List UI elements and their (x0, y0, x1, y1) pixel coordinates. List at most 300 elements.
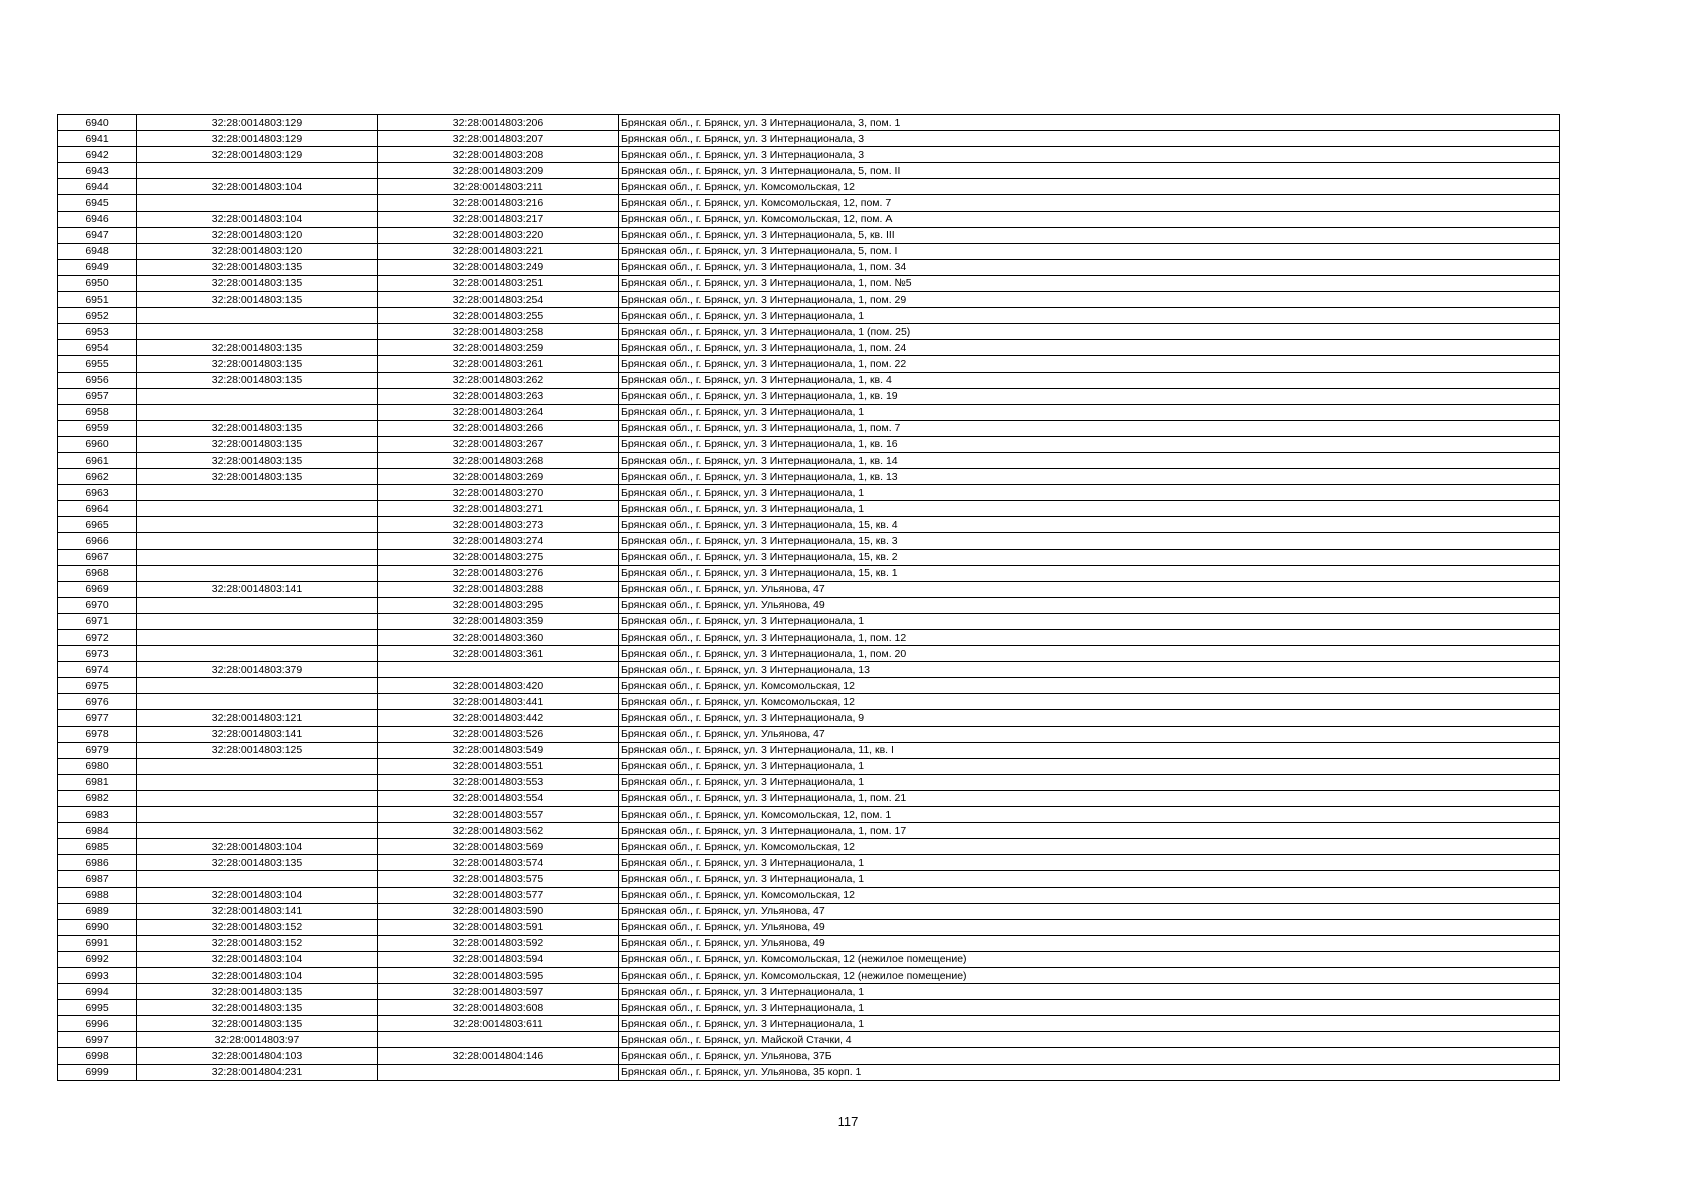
address-cell: Брянская обл., г. Брянск, ул. 3 Интернационала, 15, кв. 2 (619, 549, 1560, 565)
cadastral-number-cell: 32:28:0014803:551 (378, 758, 619, 774)
row-number-cell: 6994 (58, 984, 137, 1000)
parent-cadastral-cell: 32:28:0014803:121 (137, 710, 378, 726)
address-cell: Брянская обл., г. Брянск, ул. 3 Интернационала, 1, кв. 16 (619, 436, 1560, 452)
address-cell: Брянская обл., г. Брянск, ул. 3 Интернационала, 1 (619, 404, 1560, 420)
cadastral-number-cell: 32:28:0014803:271 (378, 501, 619, 517)
address-cell: Брянская обл., г. Брянск, ул. Ульянова, 49 (619, 597, 1560, 613)
table-row (58, 710, 1560, 726)
cadastral-number-cell: 32:28:0014803:207 (378, 131, 619, 147)
parent-cadastral-cell: 32:28:0014803:135 (137, 469, 378, 485)
address-cell: Брянская обл., г. Брянск, ул. 3 Интернационала, 1 (619, 1016, 1560, 1032)
table-row (58, 919, 1560, 935)
cadastral-number-cell: 32:28:0014803:441 (378, 694, 619, 710)
table-row (58, 951, 1560, 967)
table-row (58, 823, 1560, 839)
address-cell: Брянская обл., г. Брянск, ул. 3 Интернационала, 1 (619, 855, 1560, 871)
table-row (58, 163, 1560, 179)
table-row (58, 855, 1560, 871)
address-cell: Брянская обл., г. Брянск, ул. 3 Интернационала, 1, пом. 20 (619, 646, 1560, 662)
row-number-cell: 6989 (58, 903, 137, 919)
table-row (58, 469, 1560, 485)
row-number-cell: 6988 (58, 887, 137, 903)
table-row (58, 388, 1560, 404)
table-row (58, 839, 1560, 855)
table-row (58, 195, 1560, 211)
parent-cadastral-cell (137, 533, 378, 549)
row-number-cell: 6983 (58, 807, 137, 823)
row-number-cell: 6964 (58, 501, 137, 517)
cadastral-number-cell: 32:28:0014803:592 (378, 935, 619, 951)
table-row (58, 565, 1560, 581)
table-row (58, 726, 1560, 742)
cadastral-number-cell: 32:28:0014803:611 (378, 1016, 619, 1032)
cadastral-number-cell: 32:28:0014803:261 (378, 356, 619, 372)
table-row (58, 1016, 1560, 1032)
table-row (58, 678, 1560, 694)
table-row (58, 147, 1560, 163)
parent-cadastral-cell: 32:28:0014803:135 (137, 275, 378, 291)
row-number-cell: 6942 (58, 147, 137, 163)
address-cell: Брянская обл., г. Брянск, ул. 3 Интернационала, 15, кв. 1 (619, 565, 1560, 581)
address-cell: Брянская обл., г. Брянск, ул. 3 Интернационала, 1, пом. 7 (619, 420, 1560, 436)
row-number-cell: 6959 (58, 420, 137, 436)
parent-cadastral-cell: 32:28:0014803:120 (137, 243, 378, 259)
parent-cadastral-cell (137, 388, 378, 404)
table-row (58, 549, 1560, 565)
address-cell: Брянская обл., г. Брянск, ул. 3 Интернационала, 9 (619, 710, 1560, 726)
parent-cadastral-cell (137, 549, 378, 565)
parent-cadastral-cell: 32:28:0014803:104 (137, 179, 378, 195)
row-number-cell: 6993 (58, 967, 137, 983)
row-number-cell: 6968 (58, 565, 137, 581)
parent-cadastral-cell (137, 308, 378, 324)
table-row (58, 404, 1560, 420)
parent-cadastral-cell (137, 694, 378, 710)
table-row (58, 243, 1560, 259)
table-row (58, 871, 1560, 887)
address-cell: Брянская обл., г. Брянск, ул. Майской Стачки, 4 (619, 1032, 1560, 1048)
cadastral-number-cell: 32:28:0014803:597 (378, 984, 619, 1000)
cadastral-number-cell: 32:28:0014803:275 (378, 549, 619, 565)
cadastral-number-cell (378, 1032, 619, 1048)
parent-cadastral-cell (137, 485, 378, 501)
table-row (58, 501, 1560, 517)
row-number-cell: 6945 (58, 195, 137, 211)
address-cell: Брянская обл., г. Брянск, ул. 3 Интернационала, 5, пом. I (619, 243, 1560, 259)
row-number-cell: 6967 (58, 549, 137, 565)
page-number: 117 (837, 1114, 859, 1129)
cadastral-number-cell: 32:28:0014803:262 (378, 372, 619, 388)
cadastral-number-cell: 32:28:0014803:359 (378, 613, 619, 629)
row-number-cell: 6955 (58, 356, 137, 372)
row-number-cell: 6997 (58, 1032, 137, 1048)
address-cell: Брянская обл., г. Брянск, ул. Ульянова, 49 (619, 935, 1560, 951)
cadastral-number-cell: 32:28:0014803:263 (378, 388, 619, 404)
row-number-cell: 6998 (58, 1048, 137, 1064)
parent-cadastral-cell (137, 646, 378, 662)
address-cell: Брянская обл., г. Брянск, ул. Ульянова, 37Б (619, 1048, 1560, 1064)
table-row (58, 967, 1560, 983)
parent-cadastral-cell (137, 404, 378, 420)
cadastral-number-cell: 32:28:0014803:208 (378, 147, 619, 163)
table-row (58, 372, 1560, 388)
row-number-cell: 6999 (58, 1064, 137, 1080)
cadastral-number-cell: 32:28:0014803:569 (378, 839, 619, 855)
cadastral-number-cell: 32:28:0014803:220 (378, 227, 619, 243)
parent-cadastral-cell: 32:28:0014803:97 (137, 1032, 378, 1048)
address-cell: Брянская обл., г. Брянск, ул. 3 Интернационала, 1, кв. 19 (619, 388, 1560, 404)
address-cell: Брянская обл., г. Брянск, ул. 3 Интернационала, 1 (пом. 25) (619, 324, 1560, 340)
table-row (58, 179, 1560, 195)
parent-cadastral-cell: 32:28:0014803:135 (137, 292, 378, 308)
row-number-cell: 6948 (58, 243, 137, 259)
address-cell: Брянская обл., г. Брянск, ул. 3 Интернационала, 1 (619, 613, 1560, 629)
row-number-cell: 6985 (58, 839, 137, 855)
address-cell: Брянская обл., г. Брянск, ул. 3 Интернационала, 1 (619, 758, 1560, 774)
parent-cadastral-cell (137, 678, 378, 694)
parent-cadastral-cell: 32:28:0014803:135 (137, 855, 378, 871)
row-number-cell: 6978 (58, 726, 137, 742)
cadastral-number-cell: 32:28:0014803:206 (378, 115, 619, 131)
row-number-cell: 6976 (58, 694, 137, 710)
address-cell: Брянская обл., г. Брянск, ул. Ульянова, 47 (619, 903, 1560, 919)
parent-cadastral-cell (137, 630, 378, 646)
cadastral-number-cell: 32:28:0014803:577 (378, 887, 619, 903)
table-row (58, 292, 1560, 308)
cadastral-number-cell: 32:28:0014803:594 (378, 951, 619, 967)
table-row (58, 324, 1560, 340)
row-number-cell: 6951 (58, 292, 137, 308)
row-number-cell: 6972 (58, 630, 137, 646)
cadastral-number-cell: 32:28:0014803:267 (378, 436, 619, 452)
cadastral-number-cell: 32:28:0014803:270 (378, 485, 619, 501)
parent-cadastral-cell (137, 565, 378, 581)
row-number-cell: 6946 (58, 211, 137, 227)
parent-cadastral-cell: 32:28:0014803:120 (137, 227, 378, 243)
address-cell: Брянская обл., г. Брянск, ул. Комсомольская, 12 (619, 694, 1560, 710)
parent-cadastral-cell: 32:28:0014803:104 (137, 211, 378, 227)
parent-cadastral-cell: 32:28:0014803:129 (137, 147, 378, 163)
cadastral-number-cell: 32:28:0014803:266 (378, 420, 619, 436)
table-row (58, 935, 1560, 951)
row-number-cell: 6992 (58, 951, 137, 967)
row-number-cell: 6984 (58, 823, 137, 839)
address-cell: Брянская обл., г. Брянск, ул. 3 Интернационала, 1, пом. 29 (619, 292, 1560, 308)
address-cell: Брянская обл., г. Брянск, ул. Комсомольская, 12 (нежилое помещение) (619, 951, 1560, 967)
row-number-cell: 6963 (58, 485, 137, 501)
cadastral-number-cell: 32:28:0014803:211 (378, 179, 619, 195)
address-cell: Брянская обл., г. Брянск, ул. Комсомольская, 12, пом. 7 (619, 195, 1560, 211)
cadastral-number-cell: 32:28:0014803:251 (378, 275, 619, 291)
address-cell: Брянская обл., г. Брянск, ул. 3 Интернационала, 1 (619, 308, 1560, 324)
parent-cadastral-cell: 32:28:0014803:104 (137, 839, 378, 855)
row-number-cell: 6991 (58, 935, 137, 951)
cadastral-number-cell: 32:28:0014803:442 (378, 710, 619, 726)
records-table (57, 114, 1560, 1081)
table-row (58, 613, 1560, 629)
cadastral-number-cell: 32:28:0014803:269 (378, 469, 619, 485)
cadastral-number-cell: 32:28:0014803:274 (378, 533, 619, 549)
address-cell: Брянская обл., г. Брянск, ул. 3 Интернационала, 1, пом. 24 (619, 340, 1560, 356)
cadastral-number-cell: 32:28:0014803:553 (378, 774, 619, 790)
address-cell: Брянская обл., г. Брянск, ул. 3 Интернационала, 11, кв. I (619, 742, 1560, 758)
table-row (58, 227, 1560, 243)
parent-cadastral-cell: 32:28:0014803:135 (137, 340, 378, 356)
table-row (58, 662, 1560, 678)
row-number-cell: 6962 (58, 469, 137, 485)
table-row (58, 630, 1560, 646)
row-number-cell: 6996 (58, 1016, 137, 1032)
parent-cadastral-cell: 32:28:0014803:129 (137, 115, 378, 131)
row-number-cell: 6943 (58, 163, 137, 179)
address-cell: Брянская обл., г. Брянск, ул. Комсомольская, 12 (нежилое помещение) (619, 967, 1560, 983)
row-number-cell: 6977 (58, 710, 137, 726)
row-number-cell: 6944 (58, 179, 137, 195)
table-row (58, 485, 1560, 501)
cadastral-number-cell: 32:28:0014803:608 (378, 1000, 619, 1016)
row-number-cell: 6941 (58, 131, 137, 147)
address-cell: Брянская обл., г. Брянск, ул. 3 Интернационала, 1, пом. 17 (619, 823, 1560, 839)
row-number-cell: 6982 (58, 790, 137, 806)
parent-cadastral-cell (137, 517, 378, 533)
table-row (58, 694, 1560, 710)
table-row (58, 356, 1560, 372)
parent-cadastral-cell: 32:28:0014804:231 (137, 1064, 378, 1080)
address-cell: Брянская обл., г. Брянск, ул. 3 Интернационала, 1 (619, 774, 1560, 790)
row-number-cell: 6965 (58, 517, 137, 533)
address-cell: Брянская обл., г. Брянск, ул. 3 Интернационала, 5, пом. II (619, 163, 1560, 179)
table-row (58, 517, 1560, 533)
parent-cadastral-cell: 32:28:0014803:135 (137, 356, 378, 372)
cadastral-number-cell: 32:28:0014803:557 (378, 807, 619, 823)
address-cell: Брянская обл., г. Брянск, ул. Комсомольская, 12 (619, 887, 1560, 903)
table-row (58, 131, 1560, 147)
table-row (58, 308, 1560, 324)
table-row (58, 1032, 1560, 1048)
address-cell: Брянская обл., г. Брянск, ул. 3 Интернационала, 1 (619, 871, 1560, 887)
cadastral-number-cell: 32:28:0014803:217 (378, 211, 619, 227)
table-row (58, 211, 1560, 227)
table-row (58, 436, 1560, 452)
parent-cadastral-cell: 32:28:0014803:141 (137, 726, 378, 742)
parent-cadastral-cell (137, 597, 378, 613)
cadastral-number-cell: 32:28:0014803:554 (378, 790, 619, 806)
parent-cadastral-cell (137, 163, 378, 179)
table-row (58, 646, 1560, 662)
row-number-cell: 6961 (58, 452, 137, 468)
row-number-cell: 6990 (58, 919, 137, 935)
address-cell: Брянская обл., г. Брянск, ул. Комсомольская, 12 (619, 839, 1560, 855)
parent-cadastral-cell: 32:28:0014803:104 (137, 967, 378, 983)
row-number-cell: 6969 (58, 581, 137, 597)
address-cell: Брянская обл., г. Брянск, ул. 3 Интернационала, 1 (619, 1000, 1560, 1016)
address-cell: Брянская обл., г. Брянск, ул. 3 Интернационала, 3 (619, 131, 1560, 147)
parent-cadastral-cell (137, 758, 378, 774)
table-row (58, 340, 1560, 356)
table-row (58, 597, 1560, 613)
cadastral-number-cell: 32:28:0014803:526 (378, 726, 619, 742)
row-number-cell: 6966 (58, 533, 137, 549)
parent-cadastral-cell (137, 790, 378, 806)
table-row (58, 984, 1560, 1000)
address-cell: Брянская обл., г. Брянск, ул. Ульянова, 35 корп. 1 (619, 1064, 1560, 1080)
address-cell: Брянская обл., г. Брянск, ул. 3 Интернационала, 1, пом. 22 (619, 356, 1560, 372)
parent-cadastral-cell: 32:28:0014803:152 (137, 919, 378, 935)
cadastral-number-cell: 32:28:0014803:264 (378, 404, 619, 420)
parent-cadastral-cell: 32:28:0014803:135 (137, 1016, 378, 1032)
cadastral-number-cell: 32:28:0014803:273 (378, 517, 619, 533)
table-row (58, 452, 1560, 468)
table-row (58, 774, 1560, 790)
parent-cadastral-cell: 32:28:0014803:141 (137, 581, 378, 597)
row-number-cell: 6960 (58, 436, 137, 452)
address-cell: Брянская обл., г. Брянск, ул. 3 Интернационала, 3, пом. 1 (619, 115, 1560, 131)
address-cell: Брянская обл., г. Брянск, ул. Комсомольская, 12, пом. 1 (619, 807, 1560, 823)
table-row (58, 742, 1560, 758)
table-row (58, 533, 1560, 549)
cadastral-number-cell: 32:28:0014803:562 (378, 823, 619, 839)
cadastral-number-cell: 32:28:0014803:595 (378, 967, 619, 983)
parent-cadastral-cell (137, 871, 378, 887)
cadastral-number-cell: 32:28:0014803:591 (378, 919, 619, 935)
row-number-cell: 6956 (58, 372, 137, 388)
cadastral-number-cell: 32:28:0014803:288 (378, 581, 619, 597)
address-cell: Брянская обл., г. Брянск, ул. 3 Интернационала, 3 (619, 147, 1560, 163)
parent-cadastral-cell: 32:28:0014803:141 (137, 903, 378, 919)
address-cell: Брянская обл., г. Брянск, ул. Комсомольская, 12 (619, 179, 1560, 195)
address-cell: Брянская обл., г. Брянск, ул. 3 Интернационала, 15, кв. 3 (619, 533, 1560, 549)
row-number-cell: 6979 (58, 742, 137, 758)
address-cell: Брянская обл., г. Брянск, ул. Комсомольская, 12 (619, 678, 1560, 694)
cadastral-number-cell (378, 662, 619, 678)
row-number-cell: 6995 (58, 1000, 137, 1016)
table-body (58, 115, 1560, 1081)
cadastral-number-cell: 32:28:0014803:420 (378, 678, 619, 694)
table-row (58, 1048, 1560, 1064)
parent-cadastral-cell (137, 195, 378, 211)
address-cell: Брянская обл., г. Брянск, ул. 3 Интернационала, 5, кв. III (619, 227, 1560, 243)
table-row (58, 115, 1560, 131)
parent-cadastral-cell: 32:28:0014804:103 (137, 1048, 378, 1064)
parent-cadastral-cell: 32:28:0014803:135 (137, 984, 378, 1000)
address-cell: Брянская обл., г. Брянск, ул. Комсомольская, 12, пом. А (619, 211, 1560, 227)
row-number-cell: 6980 (58, 758, 137, 774)
row-number-cell: 6957 (58, 388, 137, 404)
parent-cadastral-cell: 32:28:0014803:104 (137, 951, 378, 967)
parent-cadastral-cell (137, 501, 378, 517)
row-number-cell: 6973 (58, 646, 137, 662)
table-row (58, 259, 1560, 275)
address-cell: Брянская обл., г. Брянск, ул. 3 Интернационала, 1 (619, 485, 1560, 501)
cadastral-number-cell: 32:28:0014804:146 (378, 1048, 619, 1064)
table-row (58, 758, 1560, 774)
parent-cadastral-cell: 32:28:0014803:135 (137, 259, 378, 275)
address-cell: Брянская обл., г. Брянск, ул. 3 Интернационала, 1, кв. 14 (619, 452, 1560, 468)
cadastral-number-cell: 32:28:0014803:295 (378, 597, 619, 613)
cadastral-number-cell: 32:28:0014803:255 (378, 308, 619, 324)
parent-cadastral-cell: 32:28:0014803:135 (137, 452, 378, 468)
cadastral-number-cell: 32:28:0014803:590 (378, 903, 619, 919)
cadastral-number-cell: 32:28:0014803:361 (378, 646, 619, 662)
address-cell: Брянская обл., г. Брянск, ул. 3 Интернационала, 1 (619, 984, 1560, 1000)
address-cell: Брянская обл., г. Брянск, ул. 3 Интернационала, 1, пом. 21 (619, 790, 1560, 806)
parent-cadastral-cell: 32:28:0014803:129 (137, 131, 378, 147)
parent-cadastral-cell (137, 774, 378, 790)
cadastral-number-cell: 32:28:0014803:268 (378, 452, 619, 468)
address-cell: Брянская обл., г. Брянск, ул. 3 Интернационала, 1, кв. 13 (619, 469, 1560, 485)
cadastral-number-cell: 32:28:0014803:575 (378, 871, 619, 887)
cadastral-number-cell: 32:28:0014803:360 (378, 630, 619, 646)
table-row (58, 903, 1560, 919)
row-number-cell: 6958 (58, 404, 137, 420)
table-row (58, 790, 1560, 806)
row-number-cell: 6981 (58, 774, 137, 790)
row-number-cell: 6975 (58, 678, 137, 694)
parent-cadastral-cell (137, 613, 378, 629)
cadastral-number-cell: 32:28:0014803:249 (378, 259, 619, 275)
parent-cadastral-cell (137, 324, 378, 340)
parent-cadastral-cell: 32:28:0014803:379 (137, 662, 378, 678)
cadastral-number-cell: 32:28:0014803:549 (378, 742, 619, 758)
address-cell: Брянская обл., г. Брянск, ул. 3 Интернационала, 15, кв. 4 (619, 517, 1560, 533)
parent-cadastral-cell: 32:28:0014803:152 (137, 935, 378, 951)
row-number-cell: 6953 (58, 324, 137, 340)
parent-cadastral-cell: 32:28:0014803:135 (137, 1000, 378, 1016)
cadastral-number-cell: 32:28:0014803:574 (378, 855, 619, 871)
table-row (58, 1064, 1560, 1080)
cadastral-number-cell: 32:28:0014803:209 (378, 163, 619, 179)
row-number-cell: 6974 (58, 662, 137, 678)
row-number-cell: 6947 (58, 227, 137, 243)
table-row (58, 807, 1560, 823)
row-number-cell: 6987 (58, 871, 137, 887)
address-cell: Брянская обл., г. Брянск, ул. 3 Интернационала, 1 (619, 501, 1560, 517)
table-row (58, 420, 1560, 436)
row-number-cell: 6970 (58, 597, 137, 613)
parent-cadastral-cell (137, 823, 378, 839)
address-cell: Брянская обл., г. Брянск, ул. 3 Интернационала, 1, кв. 4 (619, 372, 1560, 388)
table-row (58, 581, 1560, 597)
row-number-cell: 6954 (58, 340, 137, 356)
address-cell: Брянская обл., г. Брянск, ул. 3 Интернационала, 1, пом. 34 (619, 259, 1560, 275)
address-cell: Брянская обл., г. Брянск, ул. 3 Интернационала, 13 (619, 662, 1560, 678)
row-number-cell: 6949 (58, 259, 137, 275)
cadastral-number-cell: 32:28:0014803:216 (378, 195, 619, 211)
row-number-cell: 6950 (58, 275, 137, 291)
cadastral-number-cell: 32:28:0014803:254 (378, 292, 619, 308)
parent-cadastral-cell: 32:28:0014803:135 (137, 436, 378, 452)
cadastral-number-cell: 32:28:0014803:258 (378, 324, 619, 340)
address-cell: Брянская обл., г. Брянск, ул. 3 Интернационала, 1, пом. №5 (619, 275, 1560, 291)
parent-cadastral-cell: 32:28:0014803:135 (137, 420, 378, 436)
cadastral-number-cell (378, 1064, 619, 1080)
parent-cadastral-cell: 32:28:0014803:135 (137, 372, 378, 388)
address-cell: Брянская обл., г. Брянск, ул. Ульянова, 47 (619, 581, 1560, 597)
row-number-cell: 6940 (58, 115, 137, 131)
table-row (58, 1000, 1560, 1016)
parent-cadastral-cell (137, 807, 378, 823)
parent-cadastral-cell: 32:28:0014803:125 (137, 742, 378, 758)
cadastral-number-cell: 32:28:0014803:259 (378, 340, 619, 356)
table-row (58, 275, 1560, 291)
address-cell: Брянская обл., г. Брянск, ул. Ульянова, 49 (619, 919, 1560, 935)
row-number-cell: 6952 (58, 308, 137, 324)
parent-cadastral-cell: 32:28:0014803:104 (137, 887, 378, 903)
address-cell: Брянская обл., г. Брянск, ул. Ульянова, 47 (619, 726, 1560, 742)
row-number-cell: 6971 (58, 613, 137, 629)
cadastral-number-cell: 32:28:0014803:276 (378, 565, 619, 581)
row-number-cell: 6986 (58, 855, 137, 871)
